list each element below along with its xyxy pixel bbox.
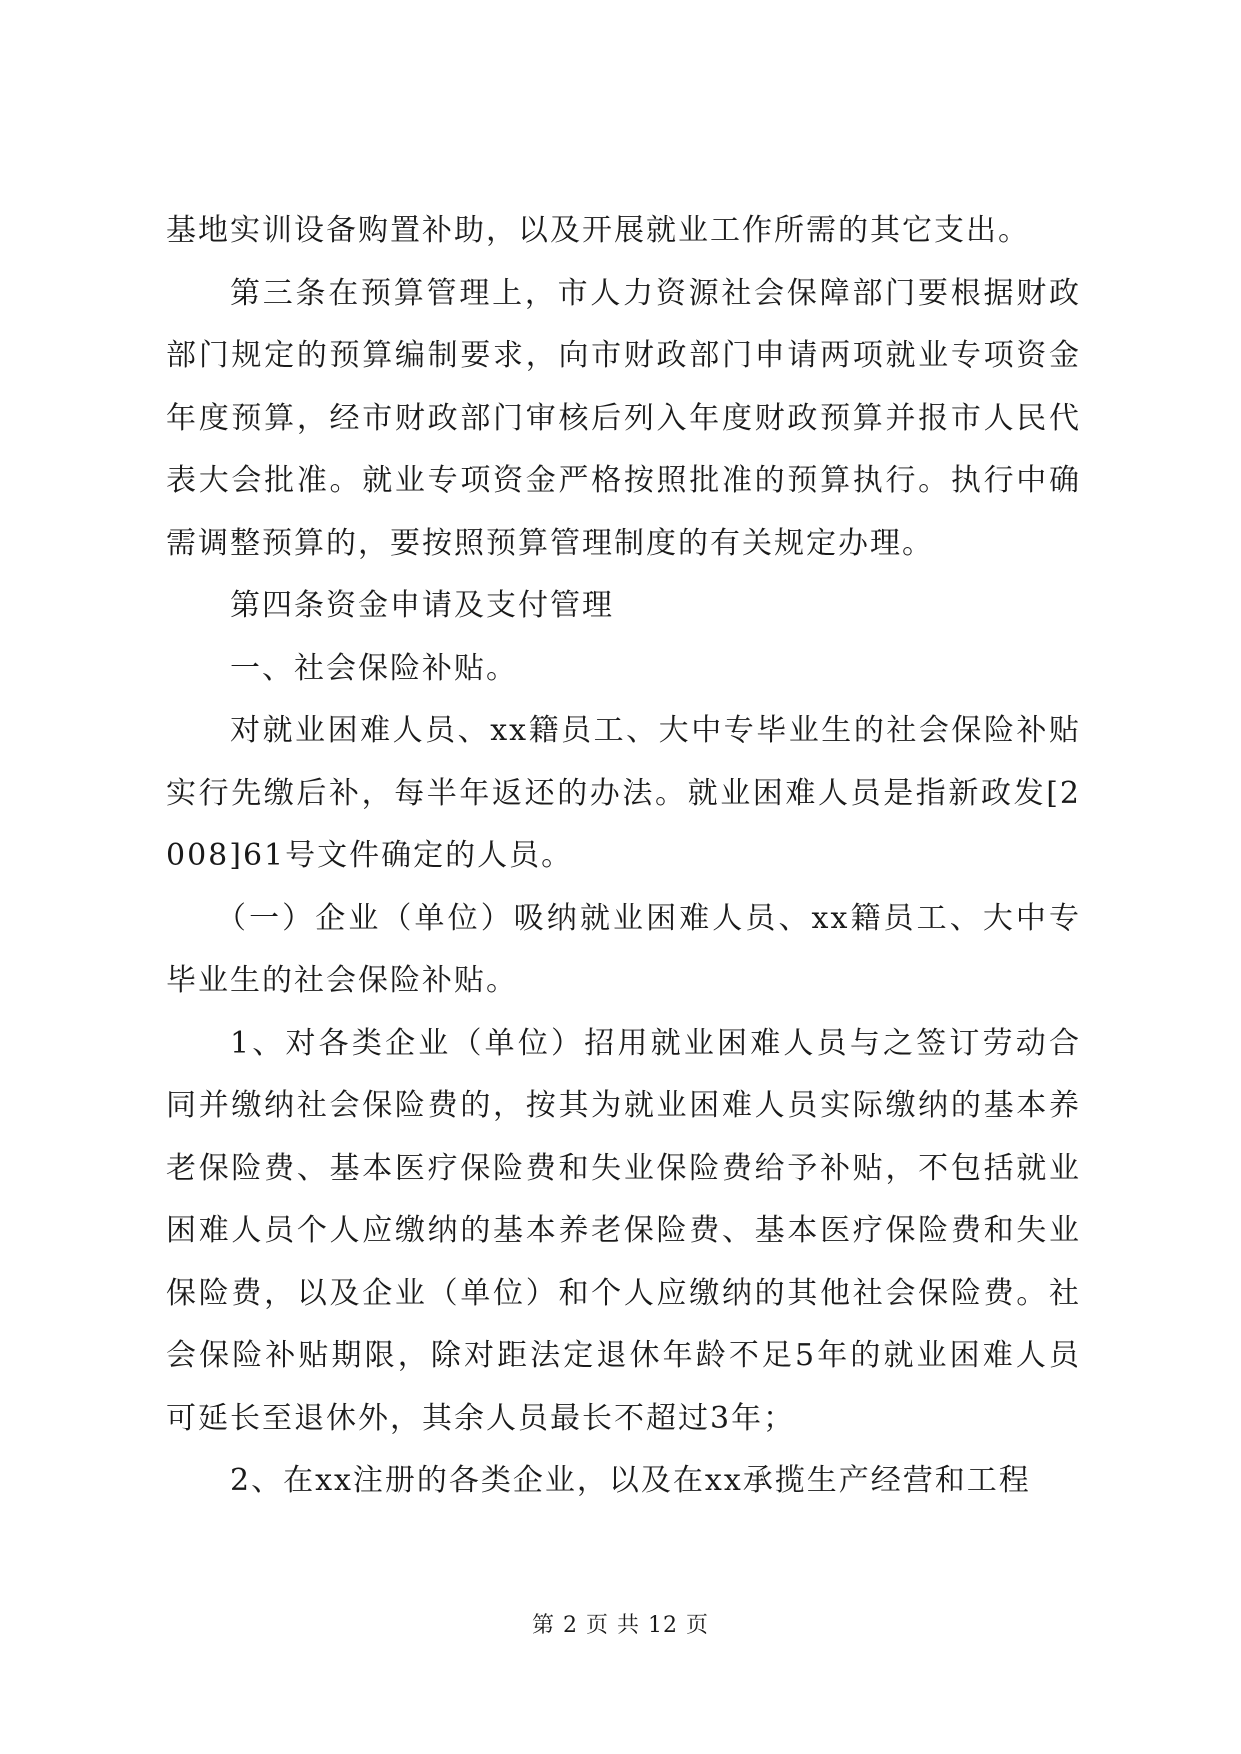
document-body: [166, 200, 1081, 1513]
paragraph-7: 1、对各类企业（单位）招用就业困难人员与之签订劳动合同并缴纳社会保险费的，按其为就业困难人员实际缴纳的基本养老保险费、基本医疗保险费和失业保险费给予补贴，不包括就业困难人员个人应缴纳的基本养老保险费、基本医疗保险费和失业保险费，以及企业（单位）和个人应缴纳的其他社会保险费。社会保险补贴期限，除对距法定退休年龄不足5年的就业困难人员可延长至退休外，其余人员最长不超过3年；: [166, 1025, 1081, 1436]
paragraph-4: 一、社会保险补贴。: [230, 650, 518, 686]
paragraph-3: 第四条资金申请及支付管理: [230, 588, 614, 623]
paragraph-8: 2、在xx注册的各类企业，以及在xx承揽生产经营和工程: [230, 1463, 1031, 1498]
paragraph-5: 对就业困难人员、xx籍员工、大中专毕业生的社会保险补贴实行先缴后补，每半年返还的办法。就业困难人员是指新政发[2008]61号文件确定的人员。: [166, 713, 1081, 873]
page-footer: 第 2 页 共 12 页: [532, 1613, 709, 1638]
paragraph-2: 第三条在预算管理上，市人力资源社会保障部门要根据财政部门规定的预算编制要求，向市财政部门申请两项就业专项资金年度预算，经市财政部门审核后列入年度财政预算并报市人民代表大会批准。就业专项资金严格按照批准的预算执行。执行中确需调整预算的，要按照预算管理制度的有关规定办理。: [166, 275, 1081, 561]
paragraph-6: （一）企业（单位）吸纳就业困难人员、xx籍员工、大中专毕业生的社会保险补贴。: [166, 900, 1081, 998]
paragraph-1: 基地实训设备购置补助，以及开展就业工作所需的其它支出。: [166, 213, 1030, 248]
